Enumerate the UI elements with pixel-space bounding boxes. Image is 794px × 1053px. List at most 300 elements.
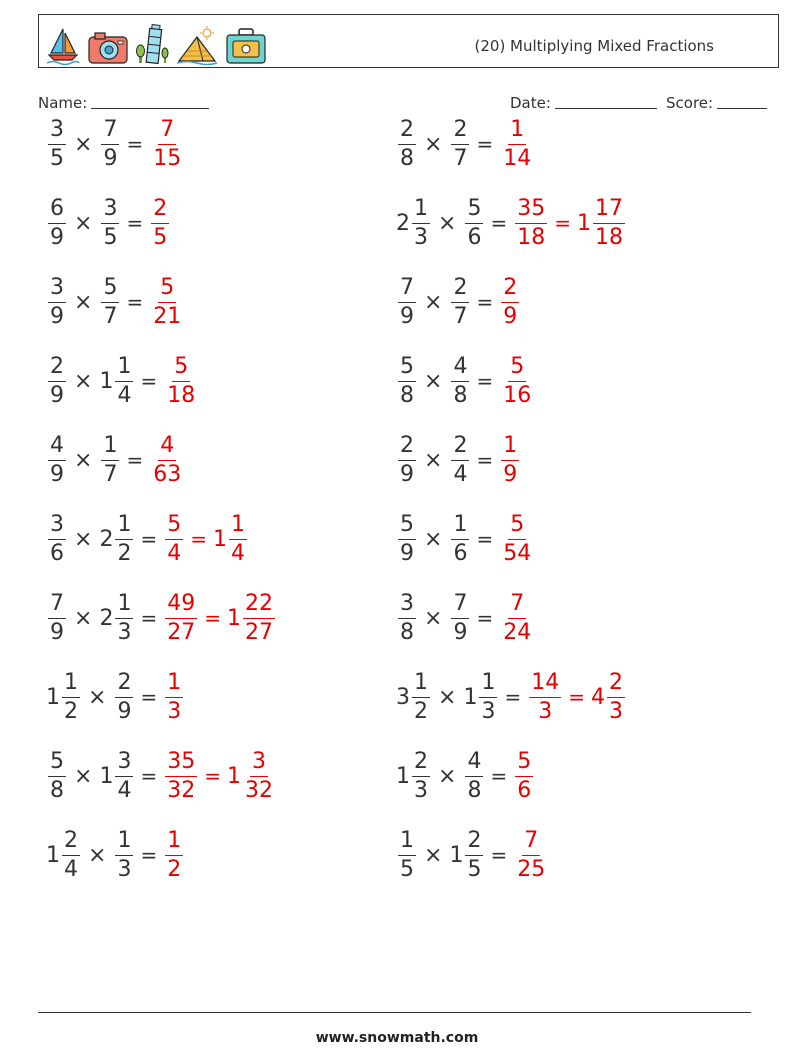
equals-sign: = [490,843,508,867]
problem-item [396,114,534,174]
answer-mixed [590,669,626,724]
answer-fraction [163,511,184,566]
answer-fraction-numerator: 49 [165,593,197,619]
operand-a-fraction [412,669,430,724]
operand-a-numerator: 7 [398,277,416,303]
problem-item [396,746,534,806]
operand-a-whole: 2 [396,210,410,236]
answer-fraction-denominator: 16 [503,382,532,408]
name-field[interactable] [38,94,209,112]
operand-b-fraction [115,590,133,645]
operand-a-fraction [398,274,416,329]
answer-fraction-denominator: 9 [503,303,518,329]
answer-fraction-fraction [165,669,183,724]
operand-b-denominator: 7 [453,303,468,329]
operand-b-fraction [115,827,133,882]
equals-sign: = [140,764,158,788]
answer [527,669,626,724]
operand-b-denominator: 3 [117,856,132,882]
operand-b-fraction [465,748,483,803]
answer-fraction-numerator: 1 [501,435,519,461]
times-sign: × [424,447,443,473]
operand-b-denominator: 9 [103,145,118,171]
operand-b-numerator: 2 [451,119,469,145]
answer-fraction-numerator: 1 [165,672,183,698]
answer-equals-sign: = [204,606,221,630]
equals-sign: = [490,764,508,788]
operand-b-whole: 1 [463,684,478,710]
answer-fraction-numerator: 35 [515,198,547,224]
operand-b [463,669,498,724]
operand-b-denominator: 4 [117,382,132,408]
operand-b [449,353,470,408]
operand-a-fraction [398,590,416,645]
operand-a-fraction [48,432,66,487]
answer-equals-sign: = [204,764,221,788]
operand-a-fraction [398,432,416,487]
answer-fraction-fraction [501,353,533,408]
answer-fraction-numerator: 7 [522,830,540,856]
answer-fraction-numerator: 5 [508,356,526,382]
sailboat-icon [45,25,81,65]
problem-item [46,746,276,806]
times-sign: × [74,526,93,552]
answer [499,590,534,645]
operand-b [99,590,134,645]
operand-a-denominator: 9 [50,619,64,645]
answer [149,195,170,250]
operand-a-numerator: 1 [62,672,80,698]
operand-b-numerator: 1 [451,514,469,540]
operand-b-numerator: 5 [465,198,483,224]
operand-a-numerator: 2 [62,830,80,856]
answer-fraction-numerator: 35 [165,751,197,777]
answer-mixed-whole: 1 [226,763,241,789]
answer-fraction-denominator: 63 [153,461,182,487]
answer [149,116,184,171]
answer-mixed-numerator: 1 [229,514,247,540]
operand-a [396,116,417,171]
answer-fraction [499,590,534,645]
answer-fraction-fraction [151,116,183,171]
problem-item [46,509,248,569]
times-sign: × [74,447,93,473]
operand-b [99,748,134,803]
answer-mixed [212,511,248,566]
problem-item [46,430,184,490]
operand-b-numerator: 2 [451,277,469,303]
answer [499,511,534,566]
answer-fraction-fraction [165,748,197,803]
operand-a [396,827,417,882]
answer-fraction [499,353,534,408]
operand-a-fraction [48,590,66,645]
operand-b-fraction [465,195,483,250]
operand-b-denominator: 9 [117,698,132,724]
operand-a-numerator: 5 [48,751,66,777]
answer [499,353,534,408]
answer-fraction-fraction [165,511,183,566]
worksheet-header [38,14,779,68]
answer-fraction-fraction [165,827,183,882]
operand-a-fraction [412,748,430,803]
score-blank[interactable] [717,95,767,109]
operand-a [46,195,67,250]
operand-b-fraction [101,195,119,250]
operand-b-numerator: 1 [115,830,133,856]
operand-b-fraction [479,669,497,724]
operand-b [449,116,470,171]
operand-a-whole: 1 [46,842,60,868]
operand-a-fraction [62,669,80,724]
problem-item [46,272,184,332]
answer [513,748,534,803]
times-sign: × [424,368,443,394]
operand-a [46,748,67,803]
answer-fraction-numerator: 1 [165,830,183,856]
operand-a-denominator: 3 [414,777,428,803]
answer-mixed-whole: 1 [226,605,241,631]
operand-a-denominator: 5 [400,856,414,882]
answer-fraction-denominator: 6 [517,777,532,803]
operand-a-numerator: 7 [48,593,66,619]
operand-a [46,669,81,724]
answer-fraction-fraction [151,432,183,487]
times-sign: × [74,210,93,236]
answer [163,511,248,566]
operand-a [396,353,417,408]
answer-fraction-denominator: 14 [503,145,532,171]
problem-item [396,825,548,885]
equals-sign: = [126,290,144,314]
operand-b-whole: 1 [449,842,464,868]
answer-fraction-numerator: 2 [501,277,519,303]
operand-b-fraction [451,353,469,408]
answer-mixed-numerator: 17 [593,198,625,224]
operand-a [46,353,67,408]
answer-fraction-denominator: 3 [538,698,553,724]
operand-a [46,590,67,645]
operand-b-denominator: 6 [453,540,468,566]
operand-a [396,195,431,250]
operand-b [449,511,470,566]
operand-a-denominator: 8 [400,619,414,645]
operand-b [449,432,470,487]
operand-b-numerator: 4 [465,751,483,777]
date-label: Date: [510,94,551,112]
answer [499,116,534,171]
answer-fraction-numerator: 5 [158,277,176,303]
worksheet-title: (20) Multiplying Mixed Fractions [474,37,714,55]
answer-mixed-fraction [243,748,275,803]
answer-fraction-numerator: 14 [529,672,561,698]
name-label: Name: [38,94,88,112]
times-sign: × [424,842,443,868]
problem-item [46,825,184,885]
operand-a-fraction [398,511,416,566]
operand-b-numerator: 2 [451,435,469,461]
problem-item [396,588,534,648]
operand-b-denominator: 3 [117,619,132,645]
answer-equals-sign: = [190,527,207,551]
answer-fraction [163,669,184,724]
operand-a-fraction [48,353,66,408]
answer-fraction [149,195,170,250]
answer-fraction-denominator: 9 [503,461,518,487]
answer-mixed-denominator: 18 [594,224,623,250]
operand-b-fraction [101,274,119,329]
footer-divider [38,1012,751,1013]
times-sign: × [88,842,107,868]
answer-fraction-denominator: 18 [167,382,196,408]
answer-mixed [226,748,276,803]
answer-fraction-denominator: 25 [517,856,546,882]
operand-a-numerator: 5 [398,514,416,540]
operand-a-numerator: 1 [398,830,416,856]
operand-a [46,432,67,487]
footer-url: www.snowmath.com [315,1030,479,1046]
operand-b [449,590,470,645]
operand-a-denominator: 9 [50,382,64,408]
operand-b-numerator: 2 [115,672,133,698]
operand-b [99,511,134,566]
operand-b [99,274,120,329]
operand-a-numerator: 6 [48,198,66,224]
operand-b-fraction [115,748,133,803]
operand-a-whole: 3 [396,684,410,710]
problem-item [46,193,170,253]
operand-b-fraction [451,116,469,171]
operand-a-numerator: 1 [412,672,430,698]
answer-fraction-numerator: 5 [165,514,183,540]
operand-a-denominator: 9 [50,303,64,329]
answer-fraction [499,511,534,566]
equals-sign: = [476,527,494,551]
operand-a-fraction [412,195,430,250]
problem-item [46,667,184,727]
answer-fraction-denominator: 3 [167,698,182,724]
answer-fraction-fraction [529,669,561,724]
operand-b-whole: 2 [99,605,114,631]
answer-fraction-denominator: 2 [167,856,182,882]
operand-b-numerator: 7 [451,593,469,619]
equals-sign: = [476,606,494,630]
answer-fraction [527,669,562,724]
problem-item [396,509,534,569]
operand-b-numerator: 3 [101,198,119,224]
operand-b-numerator: 5 [101,277,119,303]
operand-b [113,669,134,724]
answer-fraction-fraction [515,748,533,803]
equals-sign: = [140,527,158,551]
answer-fraction-denominator: 4 [167,540,182,566]
times-sign: × [424,131,443,157]
answer-fraction [163,590,198,645]
equals-sign: = [140,606,158,630]
answer-mixed-denominator: 27 [244,619,273,645]
operand-a-denominator: 2 [64,698,78,724]
answer-mixed-denominator: 32 [244,777,273,803]
answer-mixed-fraction [593,195,625,250]
answer-fraction [163,748,198,803]
equals-sign: = [490,211,508,235]
answer-fraction-fraction [501,511,533,566]
equals-sign: = [476,132,494,156]
operand-b-fraction [115,669,133,724]
answer-mixed-whole: 1 [576,210,591,236]
operand-b-fraction [115,511,133,566]
answer-fraction-denominator: 15 [153,145,182,171]
answer-fraction [499,274,520,329]
operand-b-whole: 1 [99,763,114,789]
answer-fraction-numerator: 2 [151,198,169,224]
operand-a-denominator: 9 [50,224,64,250]
operand-b [463,748,484,803]
times-sign: × [424,526,443,552]
answer-fraction-fraction [165,590,197,645]
operand-b-denominator: 7 [103,461,118,487]
operand-a [46,274,67,329]
equals-sign: = [476,448,494,472]
operand-a-denominator: 3 [414,224,428,250]
answer-fraction-fraction [501,274,519,329]
operand-b [449,274,470,329]
operand-a-numerator: 2 [412,751,430,777]
operand-a-denominator: 5 [50,145,64,171]
leaning-tower-icon [135,23,171,65]
answer-mixed-fraction [607,669,625,724]
operand-a-numerator: 1 [412,198,430,224]
operand-b-numerator: 1 [115,356,133,382]
answer-fraction-denominator: 32 [167,777,196,803]
answer-fraction [513,748,534,803]
operand-a-denominator: 9 [400,461,414,487]
answer-mixed-numerator: 3 [250,751,268,777]
answer-fraction [149,432,184,487]
operand-a-denominator: 6 [50,540,64,566]
equals-sign: = [126,211,144,235]
operand-b-fraction [451,432,469,487]
operand-b-denominator: 8 [453,382,468,408]
operand-b [99,432,120,487]
times-sign: × [74,763,93,789]
operand-a [396,432,417,487]
problem-item [396,193,626,253]
name-blank[interactable] [91,95,209,109]
equals-sign: = [476,290,494,314]
operand-a-numerator: 3 [48,119,66,145]
operand-b-denominator: 8 [467,777,482,803]
answer-fraction-numerator: 5 [515,751,533,777]
times-sign: × [438,210,457,236]
operand-a-numerator: 5 [398,356,416,382]
operand-b-denominator: 3 [481,698,496,724]
answer-fraction-denominator: 54 [503,540,532,566]
operand-a-numerator: 3 [48,277,66,303]
operand-b-fraction [115,353,133,408]
answer-fraction-fraction [515,195,547,250]
times-sign: × [74,368,93,394]
operand-a [396,669,431,724]
operand-a-whole: 1 [46,684,60,710]
operand-b-fraction [451,274,469,329]
answer-mixed [226,590,276,645]
operand-a-denominator: 4 [64,856,78,882]
operand-a-denominator: 9 [400,540,414,566]
equals-sign: = [140,843,158,867]
answer-mixed-fraction [229,511,247,566]
times-sign: × [424,289,443,315]
operand-a-denominator: 8 [400,145,414,171]
operand-a-fraction [48,511,66,566]
operand-a [396,590,417,645]
operand-b-denominator: 4 [117,777,132,803]
operand-b-denominator: 6 [467,224,482,250]
operand-a-whole: 1 [396,763,410,789]
operand-b-denominator: 7 [453,145,468,171]
operand-a-numerator: 4 [48,435,66,461]
camera-icon [87,29,129,65]
operand-b-fraction [101,116,119,171]
operand-a-fraction [48,274,66,329]
equals-sign: = [504,685,522,709]
answer [149,432,184,487]
operand-b-whole: 1 [99,368,114,394]
answer-mixed [576,195,626,250]
operand-b-whole: 2 [99,526,114,552]
answer-fraction-fraction [501,590,533,645]
operand-b-numerator: 1 [101,435,119,461]
answer [163,590,276,645]
answer-fraction [163,827,184,882]
date-field[interactable] [510,94,657,112]
score-label: Score: [666,94,714,112]
answer-mixed-whole: 1 [212,526,227,552]
answer-fraction [163,353,198,408]
answer [163,827,184,882]
operand-a-denominator: 9 [400,303,414,329]
answer-fraction [149,274,184,329]
answer-fraction [499,432,520,487]
answer-fraction-denominator: 24 [503,619,532,645]
operand-b-denominator: 5 [467,856,482,882]
operand-a-numerator: 2 [398,119,416,145]
date-blank[interactable] [555,95,657,109]
problem-item [396,351,534,411]
equals-sign: = [140,685,158,709]
operand-b-numerator: 1 [115,514,133,540]
operand-b [99,116,120,171]
operand-b-numerator: 2 [465,830,483,856]
header-icons [45,21,267,65]
answer-fraction-fraction [515,827,547,882]
score-field[interactable] [666,94,767,112]
operand-b-numerator: 1 [479,672,497,698]
operand-a-fraction [398,827,416,882]
operand-b [113,827,134,882]
equals-sign: = [126,448,144,472]
operand-a-numerator: 2 [48,356,66,382]
answer-mixed-numerator: 22 [243,593,275,619]
problem-item [46,588,276,648]
answer [163,748,276,803]
operand-a-denominator: 2 [414,698,428,724]
operand-a [396,511,417,566]
operand-a-denominator: 8 [50,777,64,803]
operand-a-numerator: 3 [398,593,416,619]
times-sign: × [74,605,93,631]
answer-fraction [149,116,184,171]
